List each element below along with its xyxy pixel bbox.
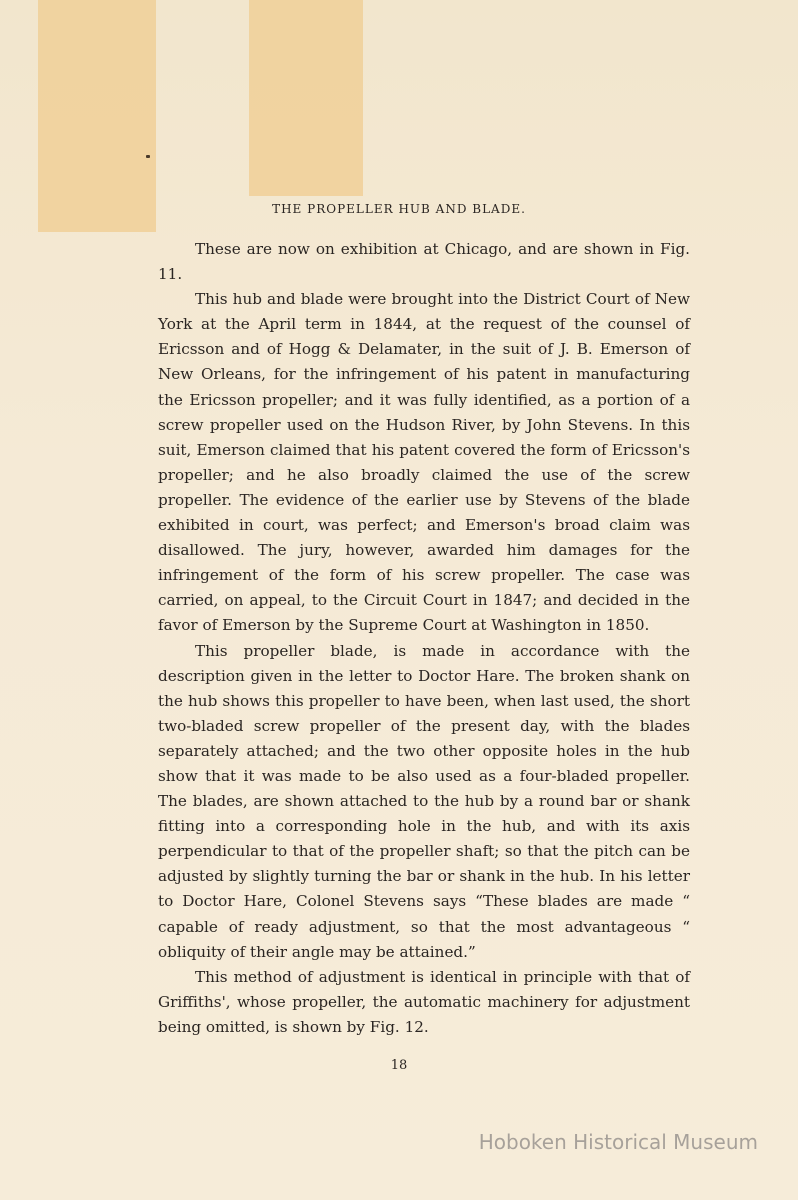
ink-speck [146,155,150,158]
paragraph-3: This propeller blade, is made in accordance with the description given in the letter to Doctor Hare. The broken shank on the hub shows this propeller to have been, when last used, the short two-bladed screw propeller of the present day, with the blades separately attached; and the two other opposite holes in the hub show that it was made to be also used as a four-bladed propeller. The blades, are shown attached to the hub by a round bar or shank fitting into a corresponding hole in the hub, and with its axis perpendicular to that of the propeller shaft; so that the pitch can be adjusted by slightly turning the bar or shank in the hub. In his letter to Doctor Hare, Colonel Stevens says “These blades are made “ capable of ready adjustment, so that the most advantageous “ obliquity of their angle may be attained.” [158,641,690,961]
paragraph-2: This hub and blade were brought into the District Court of New York at the April term in 1844, at the request of the counsel of Ericsson and of Hogg & Delamater, in the suit of J. B. Emerson of New Orleans, for the infringement of his patent in manufacturing the Ericsson propeller; and it was fully identified, as a portion of a screw propeller used on the Hudson River, by John Stevens. In this suit, Emerson claimed that his patent covered the form of Ericsson's propeller; and he also broadly claimed the use of the screw propeller. The evidence of the earlier use by Stevens of the blade exhibited in court, was perfect; and Emerson's broad claim was disallowed. The jury, however, awarded him damages for the infringement of the form of his screw propeller. The case was carried, on appeal, to the Circuit Court in 1847; and decided in the favor of Emerson by the Supreme Court at Washington in 1850. [158,290,690,635]
paragraph-1: These are now on exhibition at Chicago, and are shown in Fig. 11. [158,240,690,284]
body-text [158,237,690,1040]
page-number: 18 [390,1058,408,1073]
museum-watermark: Hoboken Historical Museum [478,1130,758,1154]
page-header: THE PROPELLER HUB AND BLADE. [272,202,526,216]
tape-strip-right [249,0,363,196]
tape-strip-left [38,0,156,232]
paragraph-4: This method of adjustment is identical in principle with that of Griffiths', whose propeller, the automatic machinery for adjustment being omitted, is shown by Fig. 12. [158,967,690,1036]
